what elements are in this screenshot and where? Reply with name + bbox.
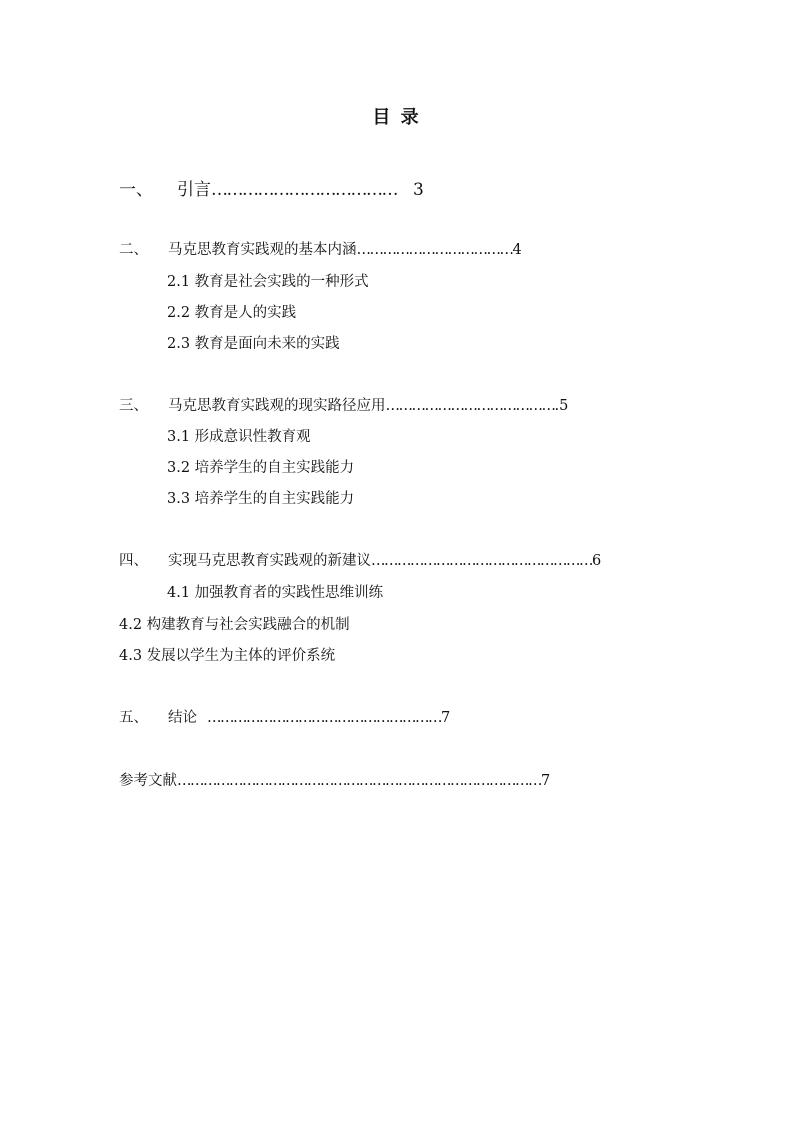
toc-entry-text: 马克思教育实践观的现实路径应用 [168,398,386,414]
toc-entry-page: 6 [592,553,602,569]
toc-entry-prefix: 三、 [119,398,148,414]
toc-entry-intro[interactable] [119,180,424,200]
toc-entry-page: 7 [441,710,451,726]
toc-entry-page: .5 [554,398,569,414]
toc-entry-text: 马克思教育实践观的基本内涵 [168,242,357,258]
toc-entry-dots: ……………………………… [211,180,397,200]
toc-entry-3-3[interactable]: 3.3 培养学生的自主实践能力 [167,491,355,507]
toc-entry-prefix: 一、 [119,180,153,200]
toc-entry-3-1[interactable]: 3.1 形成意识性教育观 [167,429,311,445]
toc-entry-dots: …………………………………………… [371,553,592,569]
toc-entry-dots: ……………………………… [356,242,513,258]
toc-entry-page: 4 [512,242,522,258]
toc-entry-dots: ………………………………………………………………………… [177,773,541,789]
toc-entry-page: 7 [541,773,551,789]
toc-entry-text: 实现马克思教育实践观的新建议 [168,553,371,569]
toc-entry-2-1[interactable]: 2.1 教育是社会实践的一种形式 [167,274,369,290]
toc-entry-references[interactable] [119,771,550,791]
toc-entry-4-1[interactable]: 4.1 加强教育者的实践性思维训练 [167,585,384,601]
toc-entry-prefix: 二、 [119,242,148,258]
toc-entry-2-2[interactable]: 2.2 教育是人的实践 [167,305,297,321]
toc-entry-prefix: 四、 [119,553,148,569]
toc-entry-2-3[interactable]: 2.3 教育是面向未来的实践 [167,336,340,352]
toc-entry-4-3[interactable]: 4.3 发展以学生为主体的评价系统 [119,648,336,664]
toc-entry-section-4[interactable] [119,551,601,571]
toc-entry-text: 结论 [168,710,197,726]
toc-entry-3-2[interactable]: 3.2 培养学生的自主实践能力 [167,460,355,476]
toc-entry-dots: ……………………………………………… [207,710,441,726]
toc-title: 目 录 [372,107,421,128]
toc-entry-dots: ………………………………… [385,398,555,414]
toc-entry-page: 3 [413,180,424,200]
toc-entry-section-3[interactable] [119,396,568,416]
toc-entry-text: 参考文献 [119,773,177,789]
toc-entry-conclusion[interactable] [119,708,450,728]
toc-entry-4-2[interactable]: 4.2 构建教育与社会实践融合的机制 [119,617,350,633]
toc-entry-prefix: 五、 [119,710,148,726]
toc-entry-text: 引言 [177,180,211,200]
toc-entry-section-2[interactable] [119,240,522,260]
